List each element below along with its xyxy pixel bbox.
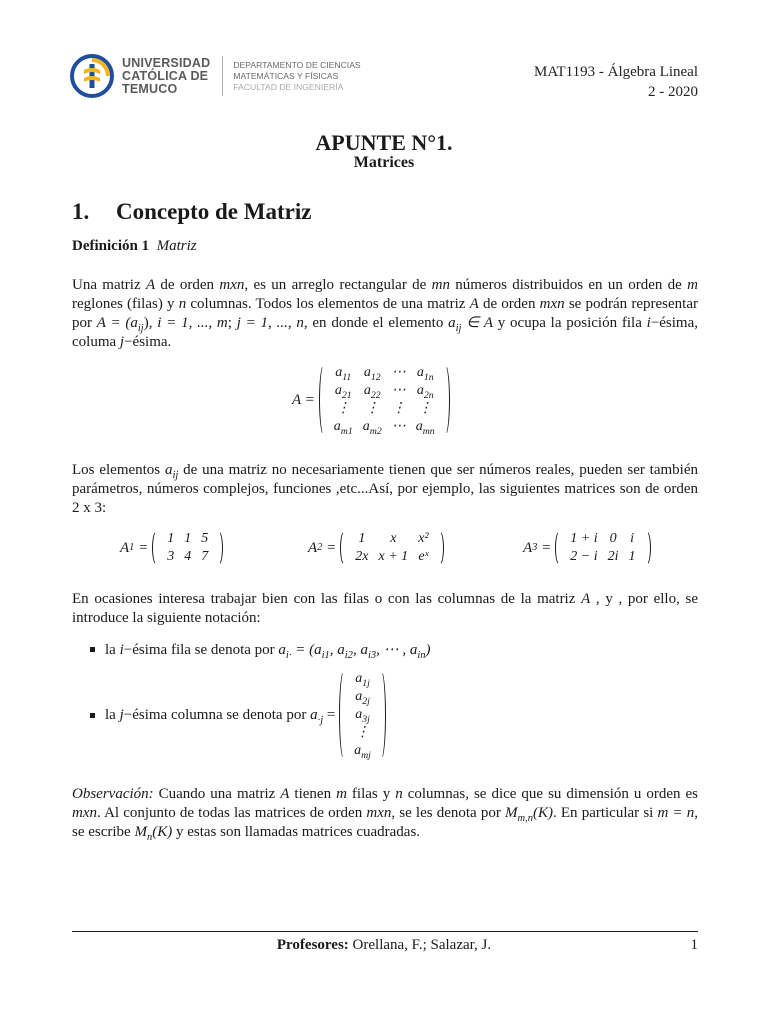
definition-heading (72, 238, 197, 255)
column-vector-entry: $a_{2j}$ (355, 689, 370, 707)
example-matrix-2-row (350, 530, 433, 548)
matrix-A-entry: $a_{21}$ (334, 383, 352, 401)
example-matrix-1-entry: 4 (184, 549, 192, 564)
matrix-A-display (292, 364, 450, 436)
matrix-A-entry: ⋮ (391, 401, 406, 416)
section-title: Concepto de Matriz (116, 199, 312, 224)
definition-label: Definición 1 (72, 238, 150, 254)
example-matrix-1-entry: 5 (201, 531, 209, 546)
university-seal-icon (70, 54, 114, 98)
example-matrix-3-entry: 2i (607, 549, 619, 564)
section-number: 1. (72, 199, 90, 224)
department-name: DEPARTAMENTO DE CIENCIAS MATEMÁTICAS Y FÍSICAS FACULTAD DE INGENIERÍA (233, 59, 361, 92)
section-heading (72, 199, 311, 225)
example-matrix-2-entry: x (390, 531, 397, 546)
example-matrix-1-row (162, 548, 213, 566)
example-matrix-2-entry: 2x (355, 549, 369, 564)
example-matrix-2-row (350, 548, 433, 566)
example-matrix-1-entry: 7 (201, 549, 209, 564)
example-matrix-2-entry: eˣ (418, 549, 429, 564)
example-matrix-2-entry: 1 (358, 531, 366, 546)
example-matrix-2: A 2 = 1 x x² 2x x + 1 eˣ (308, 530, 444, 566)
document-title: APUNTE N°1. (315, 130, 453, 155)
matrix-A-row (329, 364, 440, 382)
paragraph-elements: Los elementos $a_{ij}$ de una matriz no necesariamente tienen que ser números reales, pueden ser también parámetros, números complejos, funciones ,etc...Así, por ejemplo, las siguientes matrices son de orden 2 x 3: (72, 462, 698, 516)
example-matrix-3-entry: 2 − i (570, 549, 598, 564)
matrix-A-entry: ⋮ (418, 401, 433, 416)
column-vector-row (349, 742, 376, 760)
matrix-A-entry: ⋮ (336, 401, 351, 416)
example-matrix-1-row (162, 530, 213, 548)
document-subtitle: Matrices (353, 154, 415, 171)
column-vector (339, 670, 386, 760)
example-matrix-3-entry: i (630, 531, 634, 546)
bullet-row-notation: la i−ésima fila se denota por $a_{i\cdot} = (a_{i1}$, $a_{i2}$, $a_{i3}$, ⋯ , $a_{in}$) (90, 640, 431, 659)
example-matrix-2-entry: x² (418, 531, 429, 546)
example-matrix-1-entry: 1 (184, 531, 192, 546)
definition-name: Matriz (156, 238, 197, 254)
column-vector-row (349, 706, 376, 724)
matrix-A-row (329, 400, 440, 418)
example-matrix-3-row (565, 530, 640, 548)
matrix-A-entry: $a_{1n}$ (416, 365, 434, 383)
column-vector-row (349, 688, 376, 706)
matrix-A-label: A = (292, 391, 315, 408)
column-vector-entry: ⋮ (355, 725, 370, 740)
course-info (534, 62, 698, 102)
university-name: UNIVERSIDAD CATÓLICA DE TEMUCO (122, 55, 211, 96)
paragraph-observation: Observación: Cuando una matriz A tienen m filas y n columnas, se dice que su dimensión u orden es mxn. Al conjunto de todas las matrices de orden mxn, se les denota por $M_{m,n}(K)$. En particular si m = n, se escribe $M_n(K)$ y estas son llamadas matrices cuadradas. (72, 786, 699, 843)
example-matrix-1-entry: 1 (167, 531, 175, 546)
page-number: 1 (690, 937, 698, 953)
example-matrix-3-entry: 1 (628, 549, 636, 564)
column-vector-row (349, 670, 376, 688)
paragraph-notation: En ocasiones interesa trabajar bien con las filas o con las columnas de la matriz A , y , por ello, se introduce la siguiente notación: (72, 591, 698, 626)
course-name: MAT1193 - Álgebra Lineal (534, 64, 698, 80)
example-matrix-3-entry: 0 (609, 531, 617, 546)
column-vector-entry: $a_{1j}$ (355, 671, 370, 689)
bullet-icon (90, 647, 95, 652)
matrix-A-entry: ⋯ (391, 383, 406, 398)
example-matrix-2-entry: x + 1 (378, 549, 409, 564)
matrix-A-entry: ⋮ (365, 401, 380, 416)
matrix-A-entry: ⋯ (391, 365, 406, 380)
example-matrix-3-entry: 1 + i (570, 531, 598, 546)
matrix-A-row (329, 418, 440, 436)
matrix-A-entry: $a_{22}$ (363, 383, 381, 401)
header-divider (222, 56, 223, 96)
column-vector-row (349, 724, 376, 742)
matrix-A-row (329, 382, 440, 400)
matrix-A-entry: ⋯ (391, 419, 406, 434)
university-logo (70, 52, 361, 100)
matrix-A-entry: $a_{mn}$ (415, 419, 435, 437)
example-matrix-1-entry: 3 (167, 549, 175, 564)
example-matrix-1: A 1 = 1 1 5 3 4 7 (120, 530, 223, 566)
example-matrix-3: A 3 = 1 + i 0 i 2 − i 2i 1 (523, 530, 651, 566)
example-matrix-3-row (565, 548, 640, 566)
bullet-column-notation: la j−ésima columna se denota por $a_{\cdot j}$ = $a_{1j}$ $a_{2j}$ $a_{3j}$ ⋮ $a_{mj}$ (90, 670, 386, 760)
matrix-A-entry: $a_{2n}$ (416, 383, 434, 401)
matrix-A-entry: $a_{11}$ (335, 365, 352, 383)
column-vector-entry: $a_{mj}$ (354, 743, 371, 761)
matrix-A (319, 364, 450, 436)
footer-professors: Profesores: Orellana, F.; Salazar, J. (276, 937, 492, 953)
matrix-A-entry: $a_{12}$ (363, 365, 381, 383)
matrix-A-entry: $a_{m1}$ (333, 419, 353, 437)
column-vector-entry: $a_{3j}$ (355, 707, 370, 725)
paragraph-definition: Una matriz A de orden mxn, es un arreglo rectangular de mn números distribuidos en un orden de m reglones (filas) y n columnas. Todos los elementos de una matriz A de orden mxn se podrán representar por $A = (a_{ij})$, i = 1, ..., m; j = 1, ..., n, en donde el elemento $a_{ij}$ ∈ A y ocupa la posición fila i−ésima, columa j−ésima. (72, 277, 699, 350)
course-term: 2 - 2020 (648, 84, 698, 100)
bullet-icon (90, 713, 95, 718)
matrix-A-entry: $a_{m2}$ (362, 419, 382, 437)
footer-rule (72, 931, 698, 932)
